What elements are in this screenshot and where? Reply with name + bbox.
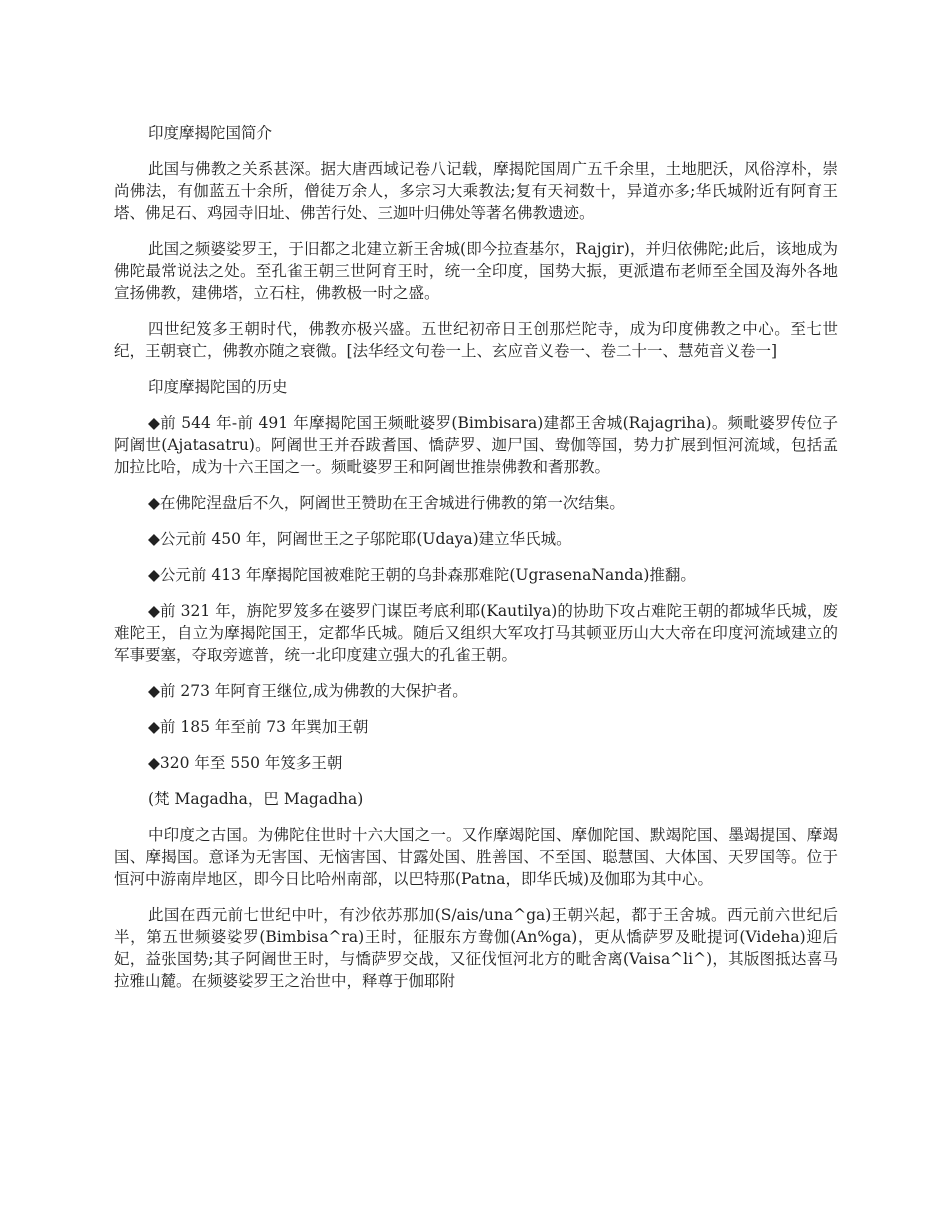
paragraph-bimbisara-rajgir: 此国之频婆娑罗王，于旧都之北建立新王舍城(即今拉查基尔，Rajgir)，并归依佛陀;此后，该地成为佛陀最常说法之处。至孔雀王朝三世阿育王时，统一全印度，国势大振，更派遣布老师至全国及海外各地宣扬佛教，建佛塔，立石柱，佛教极一时之盛。 xyxy=(114,240,838,302)
history-item-shunga: ◆前 185 年至前 73 年巽加王朝 xyxy=(148,718,369,736)
paragraph-ancient-kingdom: 中印度之古国。为佛陀住世时十六大国之一。又作摩竭陀国、摩伽陀国、默竭陀国、墨竭提国、摩竭国、摩揭国。意译为无害国、无恼害国、甘露处国、胜善国、不至国、聪慧国、大体国、天罗国等。位于恒河中游南岸地区，即今日比哈州南部，以巴特那(Patna，即华氏城)及伽耶为其中心。 xyxy=(114,826,838,888)
paragraph-sanskrit-pali-name: (梵 Magadha，巴 Magadha) xyxy=(148,790,364,808)
history-item-450bc: ◆公元前 450 年，阿阇世王之子邬陀耶(Udaya)建立华氏城。 xyxy=(148,530,572,548)
history-item-gupta: ◆320 年至 550 年笈多王朝 xyxy=(148,754,343,772)
paragraph-buddhism-relation: 此国与佛教之关系甚深。据大唐西域记卷八记载，摩揭陀国周广五千余里，土地肥沃，风俗淳朴，崇尚佛法，有伽蓝五十余所，僧徒万余人，多宗习大乘教法;复有天祠数十，异道亦多;华氏城附近有阿育王塔、佛足石、鸡园寺旧址、佛苦行处、三迦叶归佛处等著名佛教遗迹。 xyxy=(114,160,838,222)
history-item-544bc: ◆前 544 年-前 491 年摩揭陀国王频毗婆罗(Bimbisara)建都王舍城(Rajagriha)。频毗婆罗传位子阿阇世(Ajatasatru)。阿阇世王并吞跋耆国、憍萨罗、迦尸国、鸯伽等国，势力扩展到恒河流域，包括孟加拉比哈，成为十六王国之一。频毗婆罗王和阿阇世推崇佛教和耆那教。 xyxy=(114,414,838,476)
history-item-first-council: ◆在佛陀涅盘后不久，阿阇世王赞助在王舍城进行佛教的第一次结集。 xyxy=(148,494,625,512)
history-item-273bc: ◆前 273 年阿育王继位,成为佛教的大保护者。 xyxy=(148,682,468,700)
history-item-321bc: ◆前 321 年，旃陀罗笈多在婆罗门谋臣考底利耶(Kautilya)的协助下攻占难陀王朝的都城华氏城，废难陀王，自立为摩揭陀国王，定都华氏城。随后又组织大军攻打马其顿亚历山大大帝在印度河流域建立的军事要塞，夺取旁遮普，统一北印度建立强大的孔雀王朝。 xyxy=(114,602,838,664)
section-title-history: 印度摩揭陀国的历史 xyxy=(148,378,288,396)
document-body xyxy=(114,122,838,1006)
paragraph-saisunaga-dynasty: 此国在西元前七世纪中叶，有沙依苏那加(S/ais/una^ga)王朝兴起，都于王舍城。西元前六世纪后半，第五世频婆娑罗(Bimbisa^ra)王时，征服东方鸯伽(An%ga)，更从憍萨罗及毗提诃(Videha)迎后妃，益张国势;其子阿阇世王时，与憍萨罗交战，又征伐恒河北方的毗舍离(Vaisa^li^)，其版图抵达喜马拉雅山麓。在频婆娑罗王之治世中，释尊于伽耶附 xyxy=(114,906,838,990)
paragraph-gupta-era: 四世纪笈多王朝时代，佛教亦极兴盛。五世纪初帝日王创那烂陀寺，成为印度佛教之中心。至七世纪，王朝衰亡，佛教亦随之衰微。[法华经文句卷一上、玄应音义卷一、卷二十一、慧苑音义卷一] xyxy=(114,320,838,360)
section-title-intro: 印度摩揭陀国简介 xyxy=(148,124,273,142)
history-item-413bc: ◆公元前 413 年摩揭陀国被难陀王朝的乌卦森那难陀(UgrasenaNanda)推翻。 xyxy=(148,566,696,584)
